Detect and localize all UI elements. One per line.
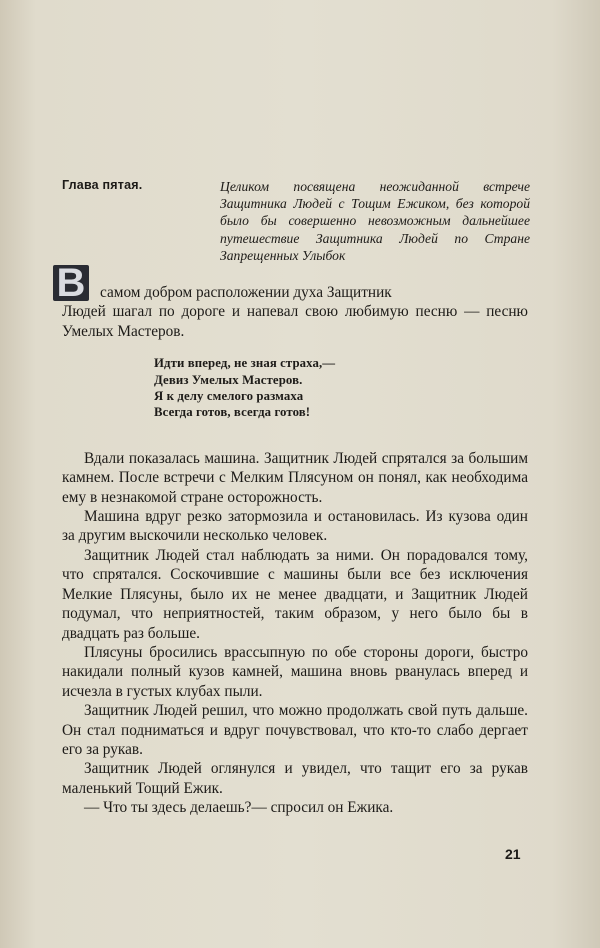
verse-line: Идти вперед, не зная страха,— <box>154 356 336 371</box>
chapter-label: Глава пятая. <box>62 178 143 192</box>
verse-line: Я к делу смелого размаха <box>154 389 304 404</box>
chapter-summary: Целиком посвящена неожиданной встрече Защитника Людей с Тощим Ежиком, без которой было бы совершенно невозможным дальнейшее путешествие Защитника Людей по Стране Запрещенных Улыбок <box>220 179 530 263</box>
paragraph: Машина вдруг резко затормозила и остановилась. Из кузова один за другим выскочили несколько человек. <box>62 508 528 545</box>
verse-line: Всегда готов, всегда готов! <box>154 405 311 420</box>
page-number: 21 <box>505 846 521 862</box>
paragraph: Плясуны бросились врассыпную по обе стороны дороги, быстро накидали полный кузов камней, машина вновь рванулась вперед и исчезла в густых клубах пыли. <box>62 643 528 700</box>
paragraph: Защитник Людей решил, что можно продолжать свой путь дальше. Он стал подниматься и вдруг почувствовал, что кто-то слабо дергает его за рукав. <box>62 702 528 758</box>
verse-block <box>154 355 528 421</box>
paragraph: Защитник Людей оглянулся и увидел, что тащит его за рукав маленький Тощий Ежик. <box>62 760 528 797</box>
paragraph: Вдали показалась машина. Защитник Людей спрятался за большим камнем. После встречи с Мелким Плясуном он понял, как необходима ему в незнакомой стране осторожность. <box>62 449 528 506</box>
intro-continuation: Людей шагал по дороге и напевал свою любимую песню — песню Умелых Мастеров. <box>62 303 528 340</box>
chapter-heading <box>62 178 532 263</box>
paragraph: — Что ты здесь делаешь?— спросил он Ежика. <box>84 799 394 817</box>
verse-line: Девиз Умелых Мастеров. <box>154 372 303 387</box>
drop-cap: В <box>53 265 89 301</box>
paragraph: Защитник Людей стал наблюдать за ними. Он порадовался тому, что спрятался. Соскочившие с машины были все без исключения Мелкие Плясуны, было их не менее двадцати, и Защитник Людей подумал, что неприятностей, таким образом, у него было бы в двадцать раз больше. <box>62 546 528 642</box>
intro-line-1: самом добром расположении духа Защитник <box>100 284 392 301</box>
body-text <box>62 283 528 818</box>
